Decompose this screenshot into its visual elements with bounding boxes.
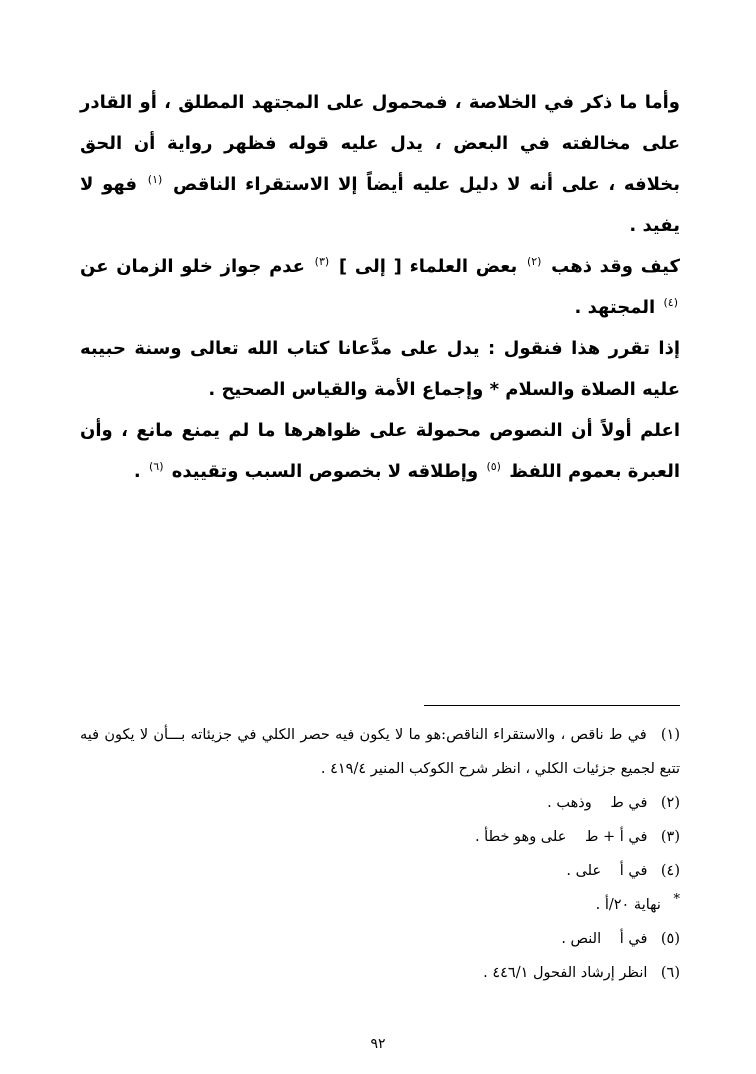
footnote-ref-4: (٤) xyxy=(663,296,678,309)
footnote-source: في أ xyxy=(619,863,648,879)
paragraph-2-text-b: بعض العلماء [ إلى ] xyxy=(338,256,518,277)
footnote-number: (٥) xyxy=(660,931,680,947)
footnote-text: وذهب . xyxy=(547,795,592,811)
footnote-number: (٢) xyxy=(660,795,680,811)
footnote-source: في أ xyxy=(619,931,648,947)
footnote-text: نهاية ٢٠/أ . xyxy=(595,897,661,913)
footnote-source: في أ + ط xyxy=(584,829,648,845)
footnote-star: * نهاية ٢٠/أ . xyxy=(595,892,680,913)
footnote-number: (١) xyxy=(660,727,681,743)
footnote-6 xyxy=(80,956,680,990)
footnote-ref-2: (٢) xyxy=(526,255,542,268)
paragraph-1-text-b: فهو لا يفيد . xyxy=(80,174,680,236)
footnote-5 xyxy=(80,922,680,956)
main-text xyxy=(80,82,680,492)
footnote-3 xyxy=(80,820,680,854)
footnotes xyxy=(80,718,680,990)
footnote-source: في ط xyxy=(610,795,648,811)
footnote-divider xyxy=(424,705,680,706)
paragraph-1-text-a: وأما ما ذكر في الخلاصة ، فمحمول على المجتهد المطلق ، أو القادر على مخالفته في البعض ، يدل عليه قوله فظهر رواية أن الحق بخلافه ، على أنه لا دليل عليه أيضاً إلا الاستقراء الناقص xyxy=(80,92,681,195)
page-number: ٩٢ xyxy=(370,1036,386,1052)
footnote-ref-6: (٦) xyxy=(148,460,164,473)
footnote-ref-5: (٥) xyxy=(486,460,501,473)
paragraph-4-text-c: . xyxy=(133,461,141,482)
footnote-number: (٦) xyxy=(660,965,680,981)
footnote-number: (٣) xyxy=(660,829,680,845)
footnote-2 xyxy=(80,786,680,820)
footnote-1 xyxy=(80,718,680,786)
paragraph-2-text-d: المجتهد . xyxy=(574,297,656,318)
footnote-text: في ط ناقص ، والاستقراء الناقص:هو ما لا يكون فيه حصر الكلي في جزيئاته بـــأن لا يكون فيه تتبع لجميع جزئيات الكلي ، انظر شرح الكوكب المنير ٤١٩/٤ . xyxy=(80,727,680,777)
paragraph-3 xyxy=(80,328,680,410)
footnote-text: النص . xyxy=(561,931,602,947)
footnote-ref-3: (٣) xyxy=(314,255,330,268)
paragraph-2-text-c: عدم جواز خلو الزمان عن xyxy=(80,256,305,277)
footnote-number: (٤) xyxy=(660,863,680,879)
paragraph-1 xyxy=(80,82,680,246)
paragraph-2 xyxy=(80,246,680,328)
footnote-text: على . xyxy=(566,863,602,879)
footnote-text: انظر إرشاد الفحول ٤٤٦/١ . xyxy=(483,965,648,981)
footnote-4 xyxy=(80,854,680,888)
paragraph-3-text-b: وإجماع الأمة والقياس الصحيح . xyxy=(208,379,484,400)
paragraph-4-text-b: وإطلاقه لا بخصوص السبب وتقييده xyxy=(171,461,479,482)
paragraph-2-text-a: كيف وقد ذهب xyxy=(551,256,680,277)
footnote-ref-1: (١) xyxy=(147,173,163,186)
paragraph-4 xyxy=(80,410,680,492)
footnote-text: على وهو خطأ . xyxy=(474,829,567,845)
paragraph-4-text-a: اعلم أولاً أن النصوص محمولة على ظواهرها ما لم يمنع مانع ، وأن العبرة بعموم اللفظ xyxy=(80,420,680,482)
paragraph-3-text-a: إذا تقرر هذا فنقول : يدل على مدَّعانا كتاب الله تعالى وسنة حبيبه عليه الصلاة والسلام xyxy=(80,338,680,400)
star-marker: * xyxy=(489,379,500,400)
